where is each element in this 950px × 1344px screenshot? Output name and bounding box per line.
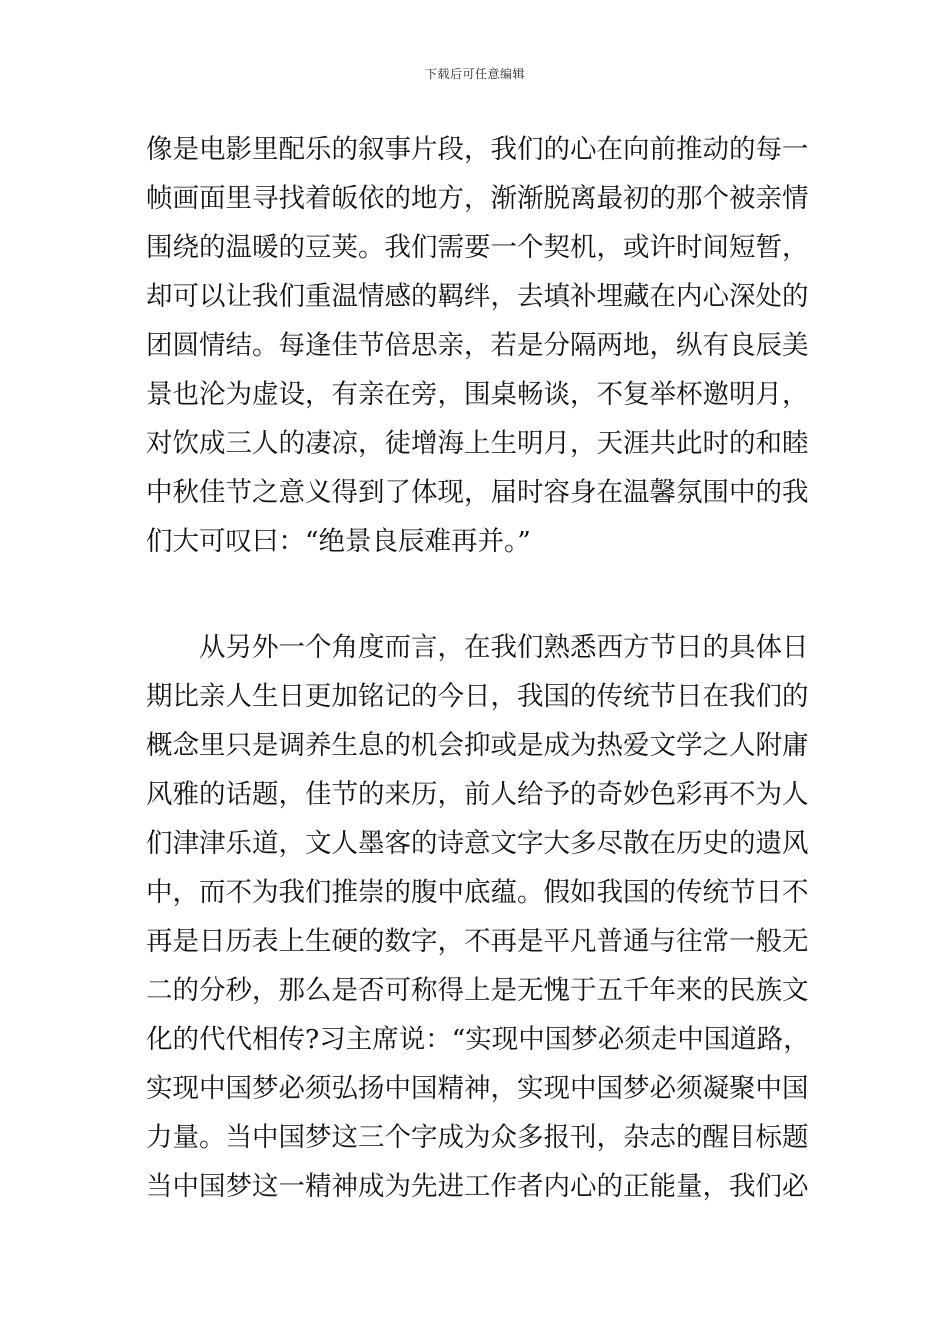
text-line: 实现中国梦必须弘扬中国精神，实现中国梦必须凝聚中国 xyxy=(146,1073,809,1104)
text-line: 风雅的话题，佳节的来历，前人给予的奇妙色彩再不为人 xyxy=(146,779,809,810)
text-line: 景也沦为虚设，有亲在旁，围桌畅谈，不复举杯邀明月， xyxy=(146,379,809,410)
text-line: 们津津乐道，文人墨客的诗意文字大多尽散在历史的遗风 xyxy=(146,828,809,859)
text-line: 化的代代相传?习主席说：“实现中国梦必须走中国道路， xyxy=(146,1024,810,1055)
text-line: 从另外一个角度而言，在我们熟悉西方节日的具体日 xyxy=(199,632,809,663)
text-line: 二的分秒，那么是否可称得上是无愧于五千年来的民族文 xyxy=(146,975,809,1006)
text-line: 团圆情结。每逢佳节倍思亲，若是分隔两地，纵有良辰美 xyxy=(146,330,809,361)
text-line: 像是电影里配乐的叙事片段，我们的心在向前推动的每一 xyxy=(146,134,809,165)
text-line: 帧画面里寻找着皈依的地方，渐渐脱离最初的那个被亲情 xyxy=(146,183,809,214)
text-line: 围绕的温暖的豆荚。我们需要一个契机，或许时间短暂， xyxy=(146,232,809,263)
text-line: 中，而不为我们推崇的腹中底蕴。假如我国的传统节日不 xyxy=(146,877,809,908)
page-header-note: 下载后可任意编辑 xyxy=(424,67,525,81)
text-line: 再是日历表上生硬的数字，不再是平凡普通与往常一般无 xyxy=(146,926,809,957)
text-line: 当中国梦这一精神成为先进工作者内心的正能量，我们必 xyxy=(146,1171,809,1202)
text-line: 们大可叹曰：“绝景良辰难再并。” xyxy=(146,526,531,557)
text-line: 中秋佳节之意义得到了体现，届时容身在温馨氛围中的我 xyxy=(146,477,809,508)
text-line: 力量。当中国梦这三个字成为众多报刊，杂志的醒目标题 xyxy=(146,1122,809,1153)
text-line: 对饮成三人的凄凉，徒增海上生明月，天涯共此时的和睦 xyxy=(146,428,809,459)
text-line: 概念里只是调养生息的机会抑或是成为热爱文学之人附庸 xyxy=(146,730,809,761)
text-line: 却可以让我们重温情感的羁绊，去填补埋藏在内心深处的 xyxy=(146,281,809,312)
text-line: 期比亲人生日更加铭记的今日，我国的传统节日在我们的 xyxy=(146,681,809,712)
